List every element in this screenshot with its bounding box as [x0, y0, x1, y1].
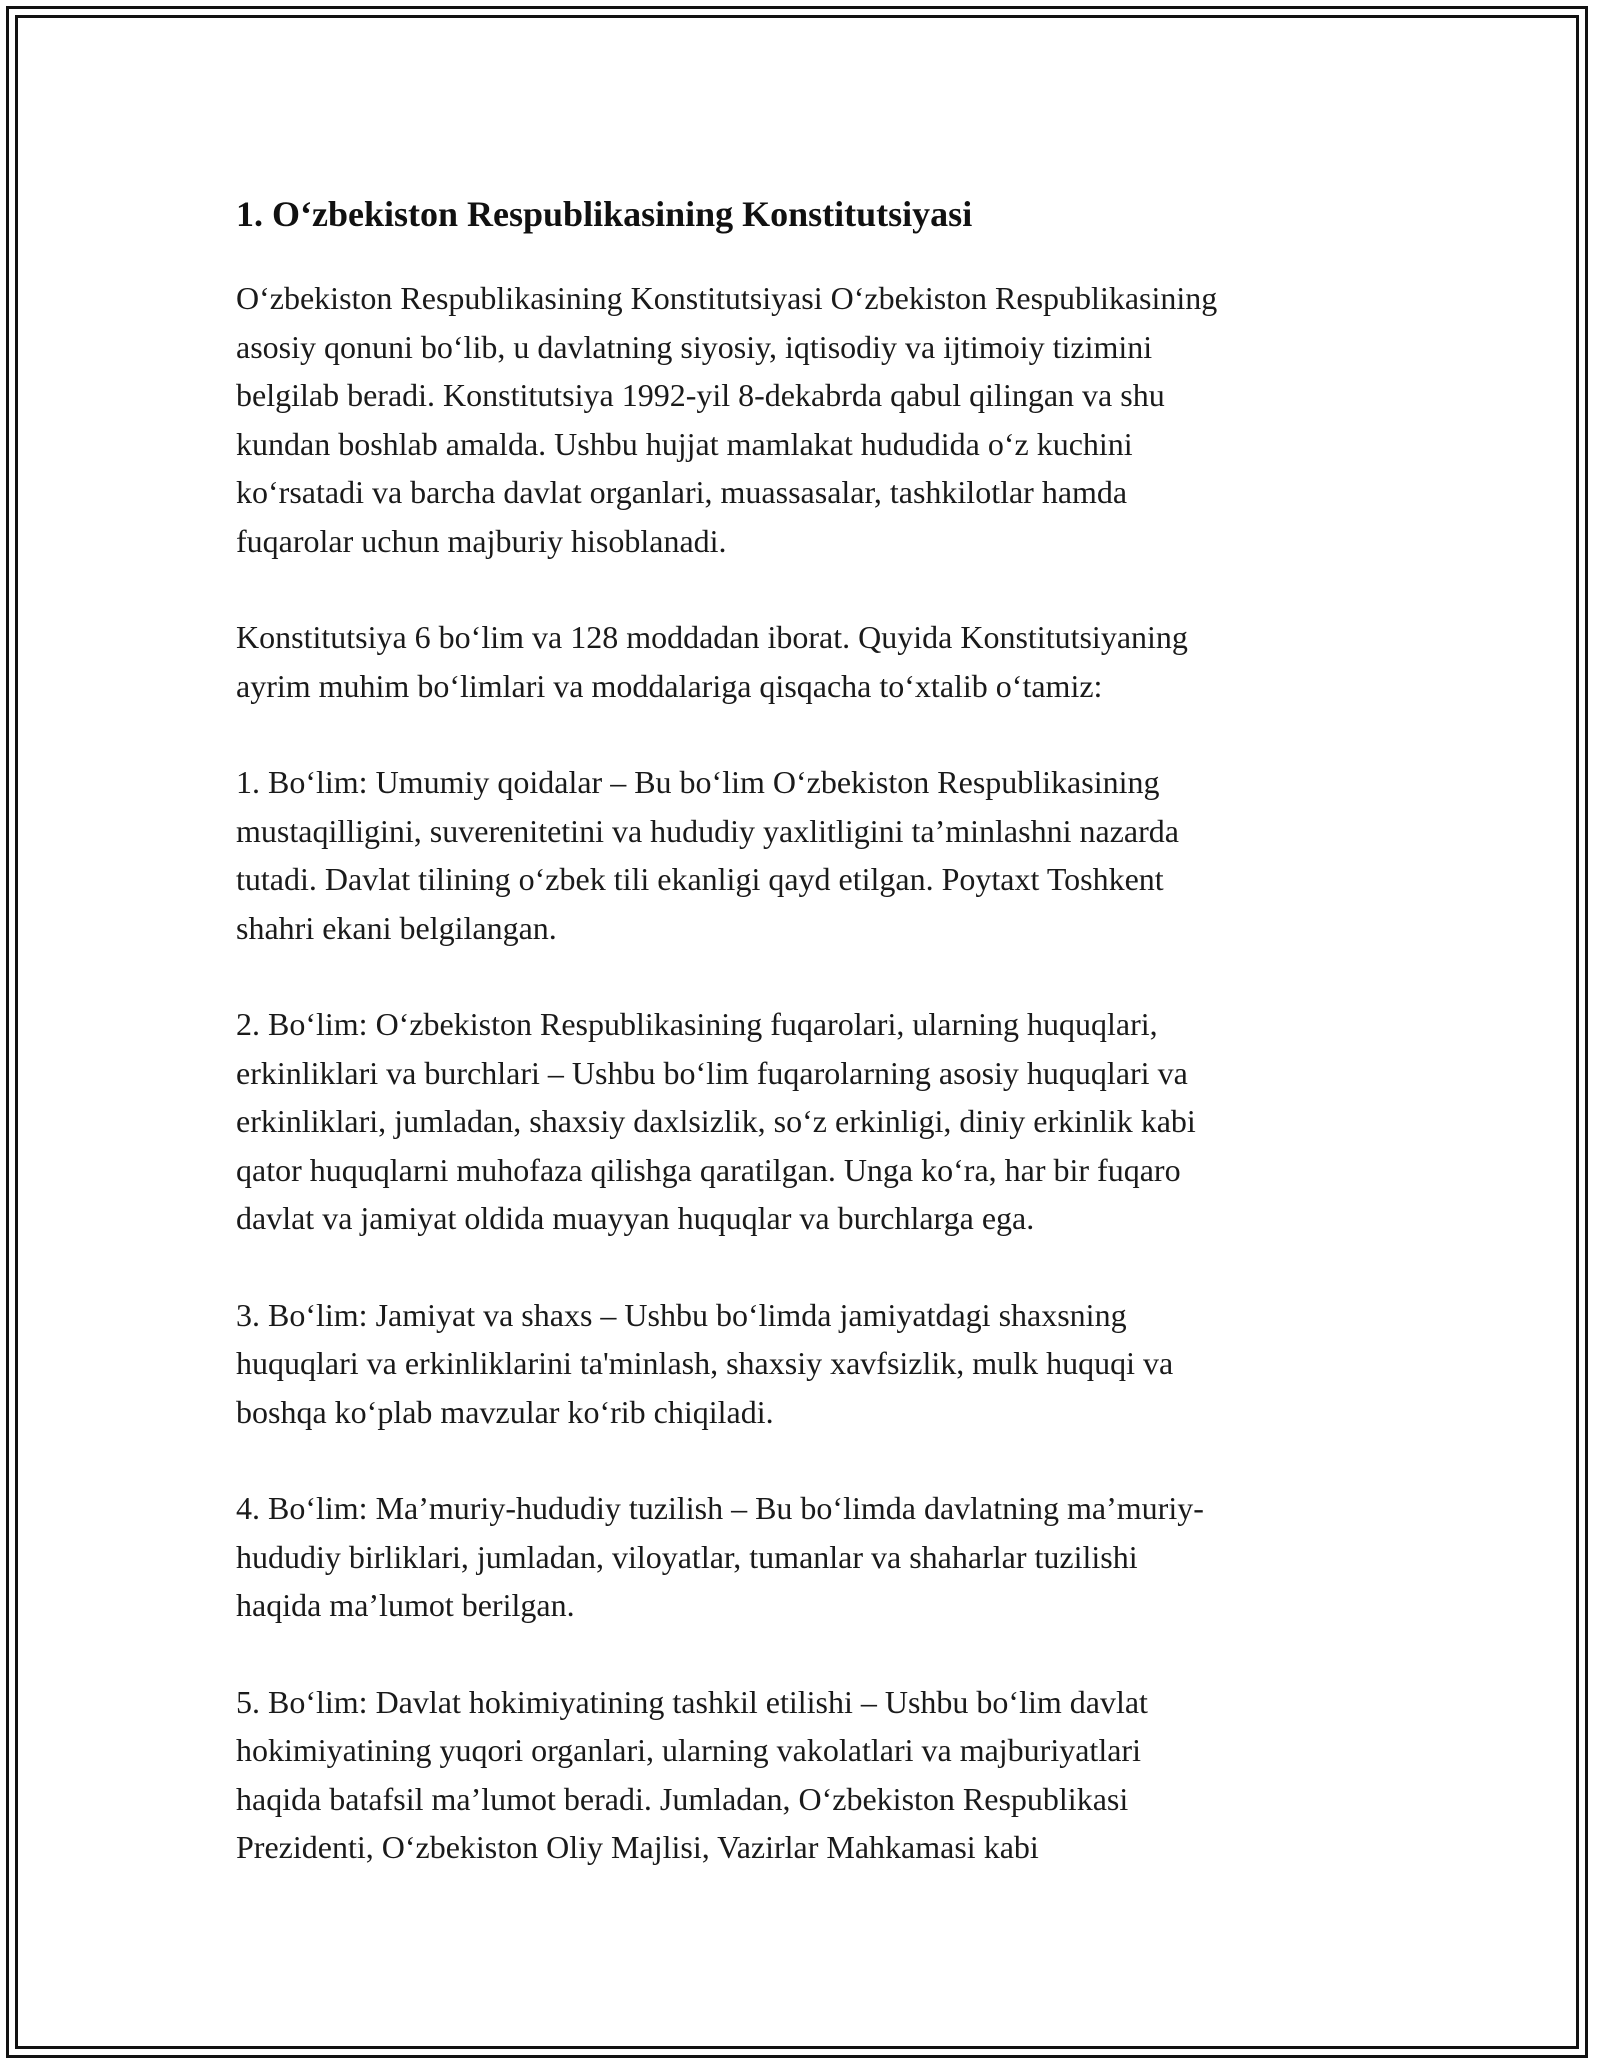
section-2-paragraph: 2. Bo‘lim: O‘zbekiston Respublikasining fuqarolari, ularning huquqlari, erkinliklari va burchlari – Ushbu bo‘lim fuqarolarning asosiy huquqlari va erkinliklari, jumladan, shaxsiy daxlsizlik, so‘z erkinligi, diniy erkinlik kabi qator huquqlarni muhofaza qilishga qaratilgan. Unga ko‘ra, har bir fuqaro davlat va jamiyat oldida muayyan huquqlar va burchlarga ega.: [236, 1006, 1196, 1236]
section-3-paragraph: 3. Bo‘lim: Jamiyat va shaxs – Ushbu bo‘limda jamiyatdagi shaxsning huquqlari va erkinliklarini ta'minlash, shaxsiy xavfsizlik, mulk huquqi va boshqa ko‘plab mavzular ko‘rib chiqiladi.: [236, 1296, 1174, 1430]
document-body: [236, 188, 1366, 1920]
section-5-paragraph: 5. Bo‘lim: Davlat hokimiyatining tashkil etilishi – Ushbu bo‘lim davlat hokimiyatining yuqori organlari, ularning vakolatlari va majburiyatlari haqida batafsil ma’lumot beradi. Jumladan, O‘zbekiston Respublikasi Prezidenti, O‘zbekiston Oliy Majlisi, Vazirlar Mahkamasi kabi: [236, 1683, 1148, 1865]
section-heading: 1. O‘zbekiston Respublikasining Konstitutsiyasi: [236, 194, 973, 234]
section-4-paragraph: 4. Bo‘lim: Ma’muriy-hududiy tuzilish – Bu bo‘limda davlatning ma’muriy- hududiy birliklari, jumladan, viloyatlar, tumanlar va shaharlar tuzilishi haqida ma’lumot berilgan.: [236, 1490, 1204, 1623]
structure-paragraph: Konstitutsiya 6 bo‘lim va 128 moddadan iborat. Quyida Konstitutsiyaning ayrim muhim bo‘limlari va moddalariga qisqacha to‘xtalib o‘tamiz:: [236, 619, 1188, 704]
intro-paragraph: O‘zbekiston Respublikasining Konstitutsiyasi O‘zbekiston Respublikasining asosiy qonuni bo‘lib, u davlatning siyosiy, iqtisodiy va ijtimoiy tizimini belgilab beradi. Konstitutsiya 1992-yil 8-dekabrda qabul qilingan va shu kundan boshlab amalda. Ushbu hujjat mamlakat hududida o‘z kuchini ko‘rsatadi va barcha davlat organlari, muassasalar, tashkilotlar hamda fuqarolar uchun majburiy hisoblanadi.: [236, 280, 1218, 559]
section-1-paragraph: 1. Bo‘lim: Umumiy qoidalar – Bu bo‘lim O‘zbekiston Respublikasining mustaqilligini, suverenitetini va hududiy yaxlitligini ta’minlashni nazarda tutadi. Davlat tilining o‘zbek tili ekanligi qayd etilgan. Poytaxt Toshkent shahri ekani belgilangan.: [236, 764, 1179, 946]
